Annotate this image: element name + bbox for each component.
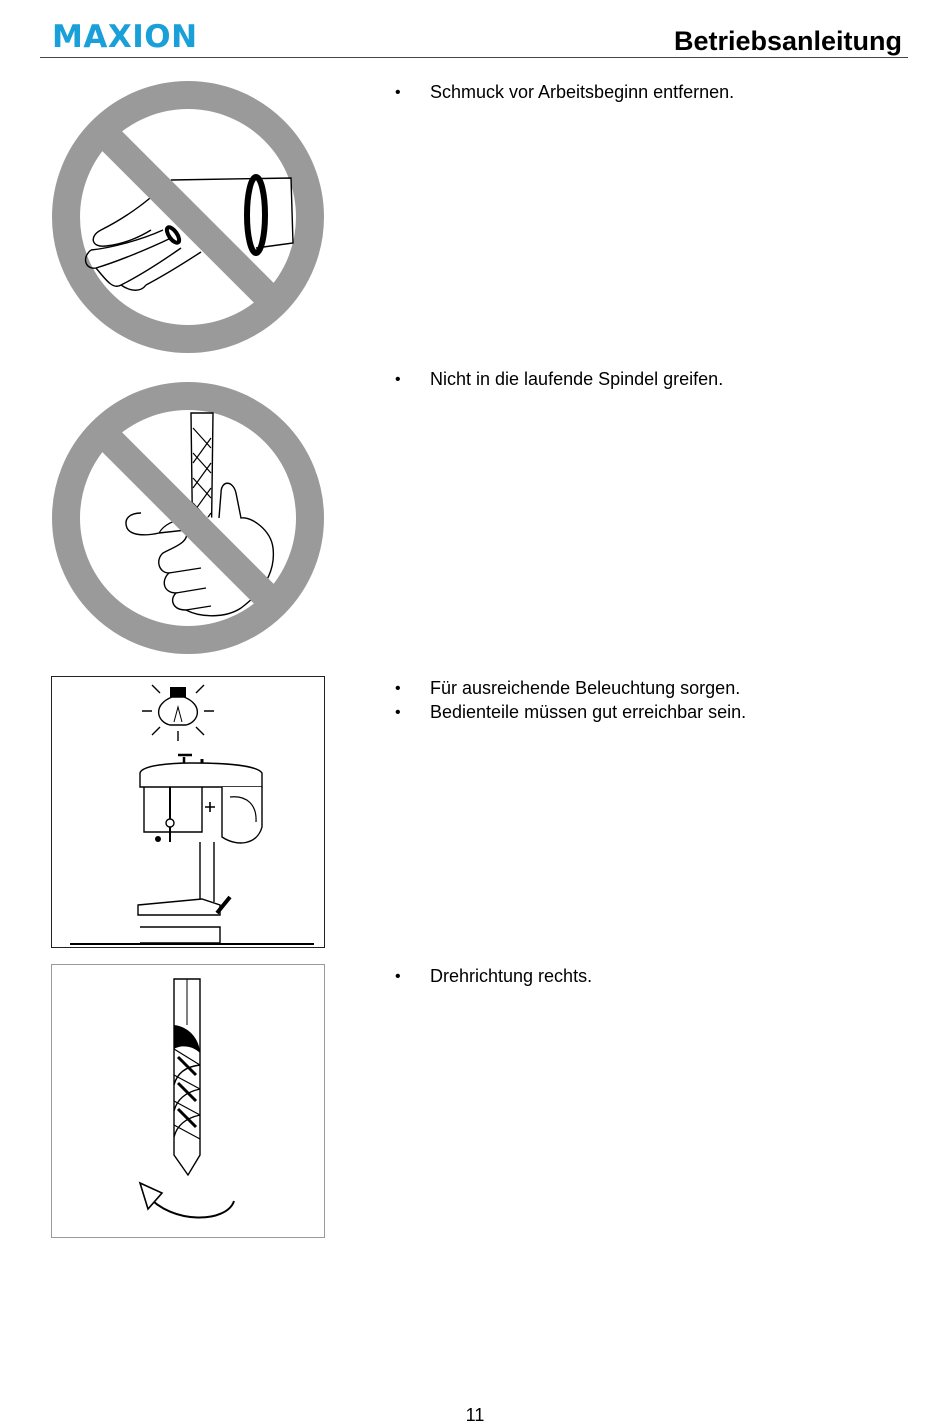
list-item: • Für ausreichende Beleuchtung sorgen. (390, 677, 746, 701)
no-touching-spindle-icon (51, 368, 325, 642)
list-item: • Nicht in die laufende Spindel greifen. (390, 368, 723, 392)
no-jewelry-icon (51, 80, 325, 354)
list-item: • Schmuck vor Arbeitsbeginn entfernen. (390, 81, 734, 105)
bullet-list-spindle (390, 368, 723, 392)
bullet-list-rotation (390, 965, 592, 989)
page-number: 11 (465, 1405, 485, 1425)
brand-logo: MAXION (52, 19, 198, 55)
bullet-list-lighting (390, 677, 746, 724)
document-title: Betriebsanleitung (673, 26, 902, 56)
list-item: • Bedienteile müssen gut erreichbar sein. (390, 701, 746, 725)
list-item: • Drehrichtung rechts. (390, 965, 592, 989)
bullet-list-jewelry (390, 81, 734, 105)
light-bulb-icon (142, 685, 214, 741)
clockwise-drill-bit-icon (51, 964, 325, 1238)
header-divider (40, 57, 908, 58)
lit-drill-press-icon (51, 676, 325, 948)
